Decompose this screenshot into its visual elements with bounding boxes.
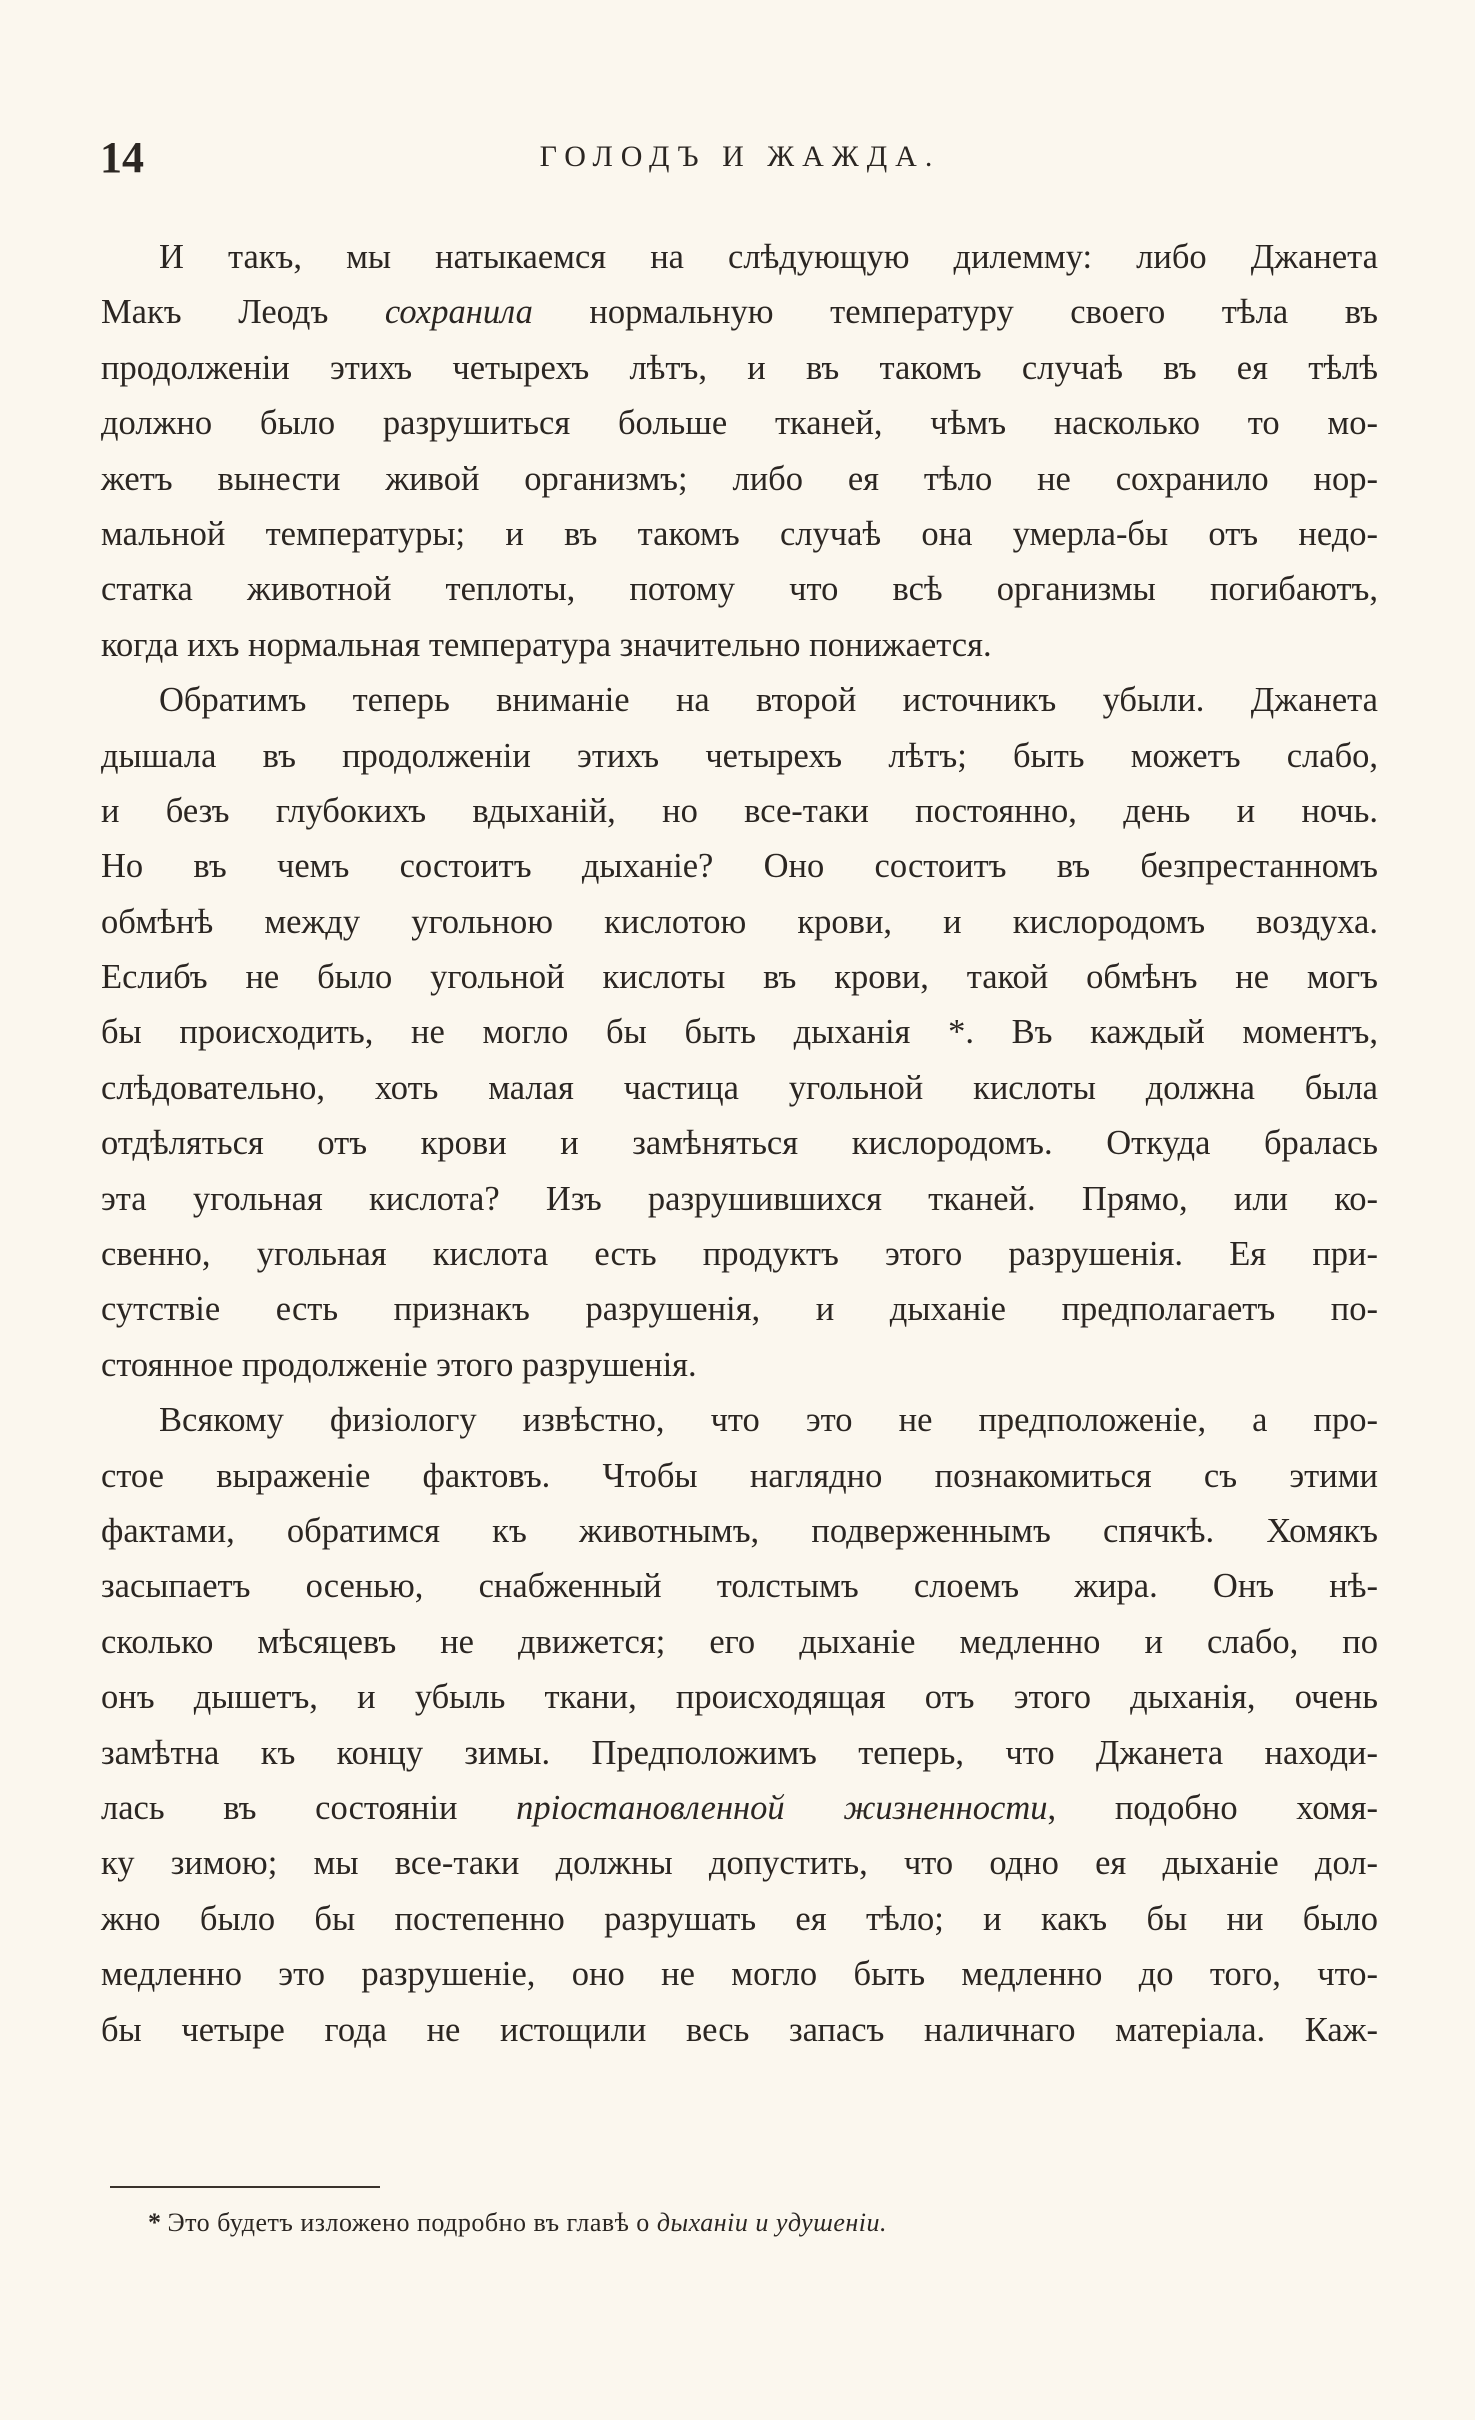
text-line: стоянное продолженіе этого разрушенія. — [101, 1345, 697, 1384]
text-line: эта угольная кислота? Изъ разрушившихся тканей. Прямо, или ко- — [101, 1179, 1378, 1218]
text-line: бы четыре года не истощили весь запасъ наличнаго матеріала. Каж- — [101, 2010, 1378, 2049]
text-line: бы происходить, не могло бы быть дыханія *. Въ каждый моментъ, — [101, 1013, 1378, 1052]
text-line: мальной температуры; и въ такомъ случаѣ она умерла-бы отъ недо- — [101, 514, 1378, 553]
footnote-italic: дыханіи и удушеніи. — [656, 2208, 887, 2237]
italic-emphasis: сохранила — [384, 293, 533, 332]
body-text — [101, 230, 1378, 2058]
running-title: ГОЛОДЪ И ЖАЖДА. — [539, 140, 941, 173]
text-line: Еслибъ не было угольной кислоты въ крови, такой обмѣнъ не могъ — [101, 958, 1378, 997]
text-line: статка животной теплоты, потому что всѣ организмы погибаютъ, — [101, 570, 1378, 609]
text-line: Макъ Леодъ сохранила нормальную температуру своего тѣла въ — [101, 293, 1378, 332]
text-line: замѣтна къ концу зимы. Предположимъ теперь, что Джанета находи- — [101, 1733, 1378, 1772]
text-line: жно было бы постепенно разрушать ея тѣло; и какъ бы ни было — [101, 1899, 1378, 1938]
text-line: жетъ вынести живой организмъ; либо ея тѣло не сохранило нор- — [101, 459, 1378, 498]
text-line: когда ихъ нормальная температура значительно понижается. — [101, 625, 992, 664]
text-line: засыпаетъ осенью, снабженный толстымъ слоемъ жира. Онъ нѣ- — [101, 1567, 1378, 1606]
text-line: Но въ чемъ состоитъ дыханіе? Оно состоитъ въ безпрестанномъ — [101, 847, 1378, 886]
page-header — [100, 132, 1380, 182]
text-line: отдѣляться отъ крови и замѣняться кислородомъ. Откуда бралась — [101, 1124, 1378, 1163]
footnote-rule — [110, 2186, 380, 2188]
text-line: сколько мѣсяцевъ не движется; его дыханіе медленно и слабо, по — [101, 1622, 1378, 1661]
text-line: слѣдовательно, хоть малая частица угольной кислоты должна была — [101, 1068, 1378, 1107]
text-line: и безъ глубокихъ вдыханій, но все-таки постоянно, день и ночь. — [101, 791, 1378, 830]
text-line: Обратимъ теперь вниманіе на второй источникъ убыли. Джанета — [159, 681, 1378, 720]
text-line: обмѣнѣ между угольною кислотою крови, и кислородомъ воздуха. — [101, 902, 1378, 941]
text-line: продолженіи этихъ четырехъ лѣтъ, и въ такомъ случаѣ въ ея тѣлѣ — [101, 348, 1378, 387]
text-line: И такъ, мы натыкаемся на слѣдующую дилемму: либо Джанета — [159, 238, 1378, 276]
footnote-marker: * — [148, 2208, 162, 2237]
footnote — [148, 2208, 887, 2238]
page-number: 14 — [100, 133, 144, 182]
text-line: онъ дышетъ, и убыль ткани, происходящая отъ этого дыханія, очень — [101, 1678, 1378, 1717]
text-line: дышала въ продолженіи этихъ четырехъ лѣтъ; быть можетъ слабо, — [101, 736, 1378, 775]
text-line: сутствіе есть признакъ разрушенія, и дыханіе предполагаетъ по- — [101, 1290, 1378, 1329]
text-line: лась въ состояніи пріостановленной жизненности, подобно хомя- — [101, 1788, 1378, 1827]
text-line: ку зимою; мы все-таки должны допустить, что одно ея дыханіе дол- — [101, 1844, 1378, 1883]
text-line: свенно, угольная кислота есть продуктъ этого разрушенія. Ея при- — [101, 1235, 1378, 1274]
text-line: стое выраженіе фактовъ. Чтобы наглядно познакомиться съ этими — [101, 1456, 1378, 1495]
text-line: должно было разрушиться больше тканей, чѣмъ насколько то мо- — [101, 404, 1378, 443]
text-line: медленно это разрушеніе, оно не могло быть медленно до того, что- — [101, 1955, 1378, 1994]
text-line: Всякому физіологу извѣстно, что это не предположеніе, а про- — [159, 1401, 1378, 1440]
text-line: фактами, обратимся къ животнымъ, подверженнымъ спячкѣ. Хомякъ — [101, 1511, 1378, 1550]
footnote-text: Это будетъ изложено подробно въ главѣ о — [167, 2208, 657, 2237]
italic-emphasis: пріостановленной жизненности — [516, 1788, 1048, 1827]
